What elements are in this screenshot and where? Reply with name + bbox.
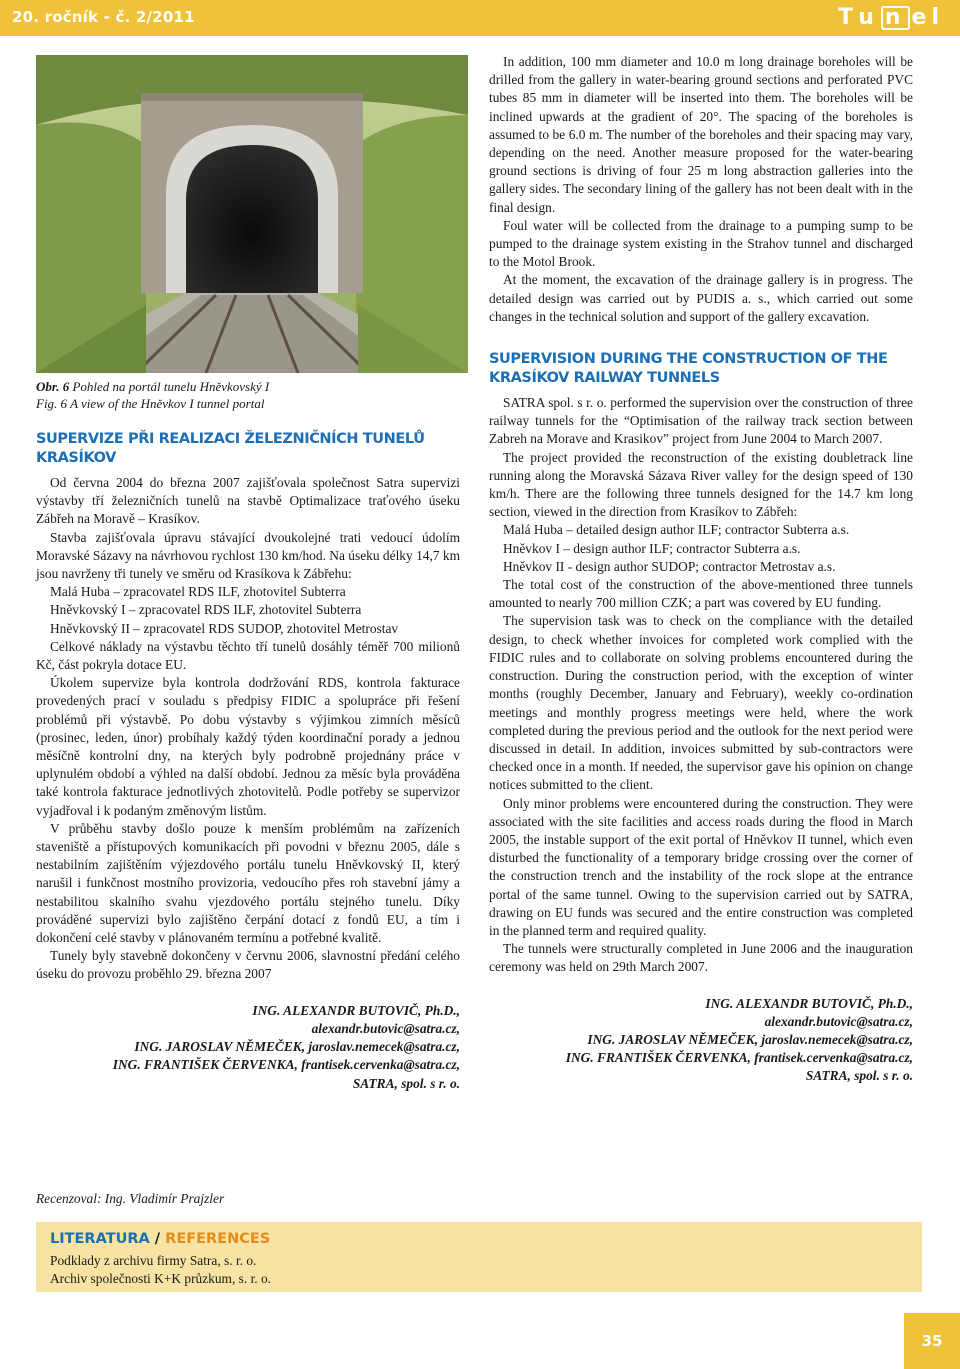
signature-line: ING. JAROSLAV NĚMEČEK, jaroslav.nemecek@satra.cz, xyxy=(587,1031,913,1047)
page-number: 35 xyxy=(904,1313,960,1369)
issue-label: 20. ročník - č. 2/2011 xyxy=(12,8,195,26)
paragraph: Foul water will be collected from the drainage to a pumping sump to be pumped to the drainage system existing in the Strahov tunnel and discharged to the Motol Brook. xyxy=(489,217,913,270)
signature-line: ING. FRANTIŠEK ČERVENKA, frantisek.cervenka@satra.cz, xyxy=(565,1050,913,1066)
figure-caption xyxy=(36,378,468,412)
logo-letter: e xyxy=(911,4,932,30)
tunnel-list-item: Hněvkovský II – zpracovatel RDS SUDOP, zhotovitel Metrostav xyxy=(50,620,399,636)
paragraph: The total cost of the construction of the above-mentioned three tunnels amounted to nearly 700 million CZK; a part was covered by EU funding. xyxy=(489,577,913,611)
paragraph: Celkové náklady na výstavbu těchto tří tunelů dosáhly téměř 700 milionů Kč, část pokryla dotace EU. xyxy=(36,638,460,673)
logo-letter: l xyxy=(931,4,944,30)
references-box xyxy=(36,1222,922,1292)
tunnel-list-item: Hněvkov II - design author SUDOP; contractor Metrostav a.s. xyxy=(503,558,836,574)
paragraph: In addition, 100 mm diameter and 10.0 m long drainage boreholes will be drilled from the gallery in water-bearing ground sections and perforated PVC tubes 85 mm in diameter will be inserted into them. The boreholes will be inclined upwards at the gradient of 20°. The spacing of the boreholes is assumed to be 6.0 m. The number of the boreholes and their spacing may vary, depending on the need. Another measure proposed for the water-bearing ground sections is driving of four 25 m long abstraction galleries into the gallery sides. The secondary lining of the gallery has not been dealt with in the final design. xyxy=(489,54,913,215)
references-heading-en: REFERENCES xyxy=(165,1231,271,1247)
signature-line: alexandr.butovic@satra.cz, xyxy=(764,1013,913,1029)
logo-letter: T xyxy=(838,4,859,30)
signature-line: ING. ALEXANDR BUTOVIČ, Ph.D., xyxy=(705,995,913,1011)
reference-item: Podklady z archivu firmy Satra, s. r. o. xyxy=(50,1253,257,1268)
paragraph: The tunnels were structurally completed in June 2006 and the inauguration ceremony was held on 29th March 2007. xyxy=(489,941,913,975)
paragraph: Úkolem supervize byla kontrola dodržování RDS, kontrola fakturace provedených prací v souladu s předpisy FIDIC a spolupráce při řešení problémů při výstavbě. Po dobu výstavby s výjimkou zimních měsíců (prosinec, leden, únor) probíhaly každý týden koordinační porady a jednou měsíčně kontrolní dny, na kterých byly podrobně projednány práce v uplynulém období a výhled na další období. Jednou za měsíc byla prováděna také kontrola fakturace jednotlivých zhotovitelů. Podle potřeby se supervizor vyjadřoval i k podaným změnovým listům. xyxy=(36,675,460,818)
english-article-column xyxy=(489,53,913,1086)
signature-line: SATRA, spol. s r. o. xyxy=(352,1075,460,1091)
tunnel-list-item: Hněvkov I – design author ILF; contractor Subterra a.s. xyxy=(503,540,801,556)
signature-line: SATRA, spol. s r. o. xyxy=(805,1068,913,1084)
logo-letter: u xyxy=(858,4,879,30)
tunel-logo xyxy=(838,4,944,32)
tunnel-list-item: Hněvkovský I – zpracovatel RDS ILF, zhotovitel Subterra xyxy=(50,602,362,618)
header-bar xyxy=(0,0,960,36)
paragraph: At the moment, the excavation of the drainage gallery is in progress. The detailed design was carried out by PUDIS a. s., which carried out some changes in the technical solution and support of the gallery excavation. xyxy=(489,272,913,324)
caption-cz-label: Obr. 6 xyxy=(36,379,70,394)
paragraph: V průběhu stavby došlo pouze k menším problémům na zařízeních staveniště a přístupových komunikacích při povodni v březnu 2005, dále s nestabilním zajištěním výjezdového portálu tunelu Hněvkovský II, který narušil i funkčnost mostního provizoria, vedoucího přes roh stavební jámy a nestabilitou skalního svahu vjezdového portálu stejného tunelu. Díky prováděné supervizi bylo zajištěno čerpání dotací z fondů EU, a tím i dokončení celé stavby v plánovaném termínu a potřebné kvalitě. xyxy=(36,820,460,946)
tunnel-list-item: Malá Huba – zpracovatel RDS ILF, zhotovitel Subterra xyxy=(50,584,346,600)
signature-line: ING. FRANTIŠEK ČERVENKA, frantisek.cervenka@satra.cz, xyxy=(112,1057,460,1073)
paragraph: The supervision task was to check on the compliance with the detailed design, to check whether invoices for completed work complied with the FIDIC rules and to collaborate on solving problems encountered during the construction. During the construction period, with the exception of winter months (roughly December, January and February), weekly co-ordination meetings and monthly progress meetings were held, where the work completed during the previous period and the outlook for the next period were discussed in detail. In addition, invoices submitted by sub-contractors were checked once in a month. If needed, the supervisor gave his opinion on change notices submitted to the client. xyxy=(489,613,913,793)
tunnel-portal-illustration xyxy=(36,55,468,373)
signature-line: ING. JAROSLAV NĚMEČEK, jaroslav.nemecek@satra.cz, xyxy=(134,1039,460,1055)
paragraph: Stavba zajišťovala úpravu stávající dvoukolejné trati vedoucí údolím Moravské Sázavy na návrhovou rychlost 130 km/hod. Na úseku délky 14,7 km jsou navrženy tři tunely ve směru od Krasíkova k Zábřehu: xyxy=(36,529,460,582)
references-heading-cz: LITERATURA xyxy=(50,1231,150,1247)
paragraph: SATRA spol. s r. o. performed the supervision over the construction of three railway tunnels for the “Optimisation of the railway track section between Zabreh na Morave and Krasikov” project from June 2004 to March 2007. xyxy=(489,395,913,447)
tunnel-list-item: Malá Huba – detailed design author ILF; contractor Subterra a.s. xyxy=(503,522,850,538)
reference-item: Archiv společnosti K+K průzkum, s. r. o. xyxy=(50,1271,272,1286)
caption-en-text: A view of the Hněvkov I tunnel portal xyxy=(70,396,265,411)
czech-article-column xyxy=(36,430,460,1093)
caption-en-label: Fig. 6 xyxy=(36,396,68,411)
paragraph: Tunely byly stavebně dokončeny v červnu 2006, slavnostní předání celého úseku do provozu proběhlo 29. března 2007 xyxy=(36,948,460,982)
caption-cz-text: Pohled na portál tunelu Hněvkovský I xyxy=(72,379,270,394)
paragraph: Only minor problems were encountered during the construction. They were associated with the site facilities and access roads during the flood in March 2005, the instable support of the exit portal of Hněvkov II tunnel, which even disturbed the functionality of a temporary bridge crossing over the corner of the construction trench and the instability of the rock slope at the entrance portal of the same tunnel. Owing to the supervision carried out by SATRA, drawing on EU funds was secured and the entire construction was completed in the planned term and required quality. xyxy=(489,795,913,938)
author-signature xyxy=(36,1002,460,1093)
reviewer-note: Recenzoval: Ing. Vladimír Prajzler xyxy=(36,1191,225,1206)
signature-line: ING. ALEXANDR BUTOVIČ, Ph.D., xyxy=(252,1002,460,1018)
czech-section-heading: SUPERVIZE PŘI REALIZACI ŽELEZNIČNÍCH TUNELŮ KRASÍKOV xyxy=(36,431,425,466)
paragraph: Od června 2004 do března 2007 zajišťovala společnost Satra supervizi výstavby tří železničních tunelů na stavbě Optimalizace traťového úseku Zábřeh na Moravě – Krasíkov. xyxy=(36,475,460,527)
author-signature xyxy=(489,995,913,1086)
references-heading xyxy=(50,1230,270,1248)
english-section-heading: SUPERVISION DURING THE CONSTRUCTION OF THE KRASÍKOV RAILWAY TUNNELS xyxy=(489,351,888,387)
logo-letter: n xyxy=(881,6,910,30)
tunnel-portal-photo xyxy=(36,55,468,373)
signature-line: alexandr.butovic@satra.cz, xyxy=(311,1020,460,1036)
paragraph: The project provided the reconstruction of the existing doubletrack line running along the Moravská Sázava River valley for the design speed of 130 km/h. There are the following three tunnels designed for the 14.7 km long section, viewed in the direction from Krasíkov to Zábřeh: xyxy=(489,449,913,520)
references-heading-separator: / xyxy=(149,1231,166,1247)
